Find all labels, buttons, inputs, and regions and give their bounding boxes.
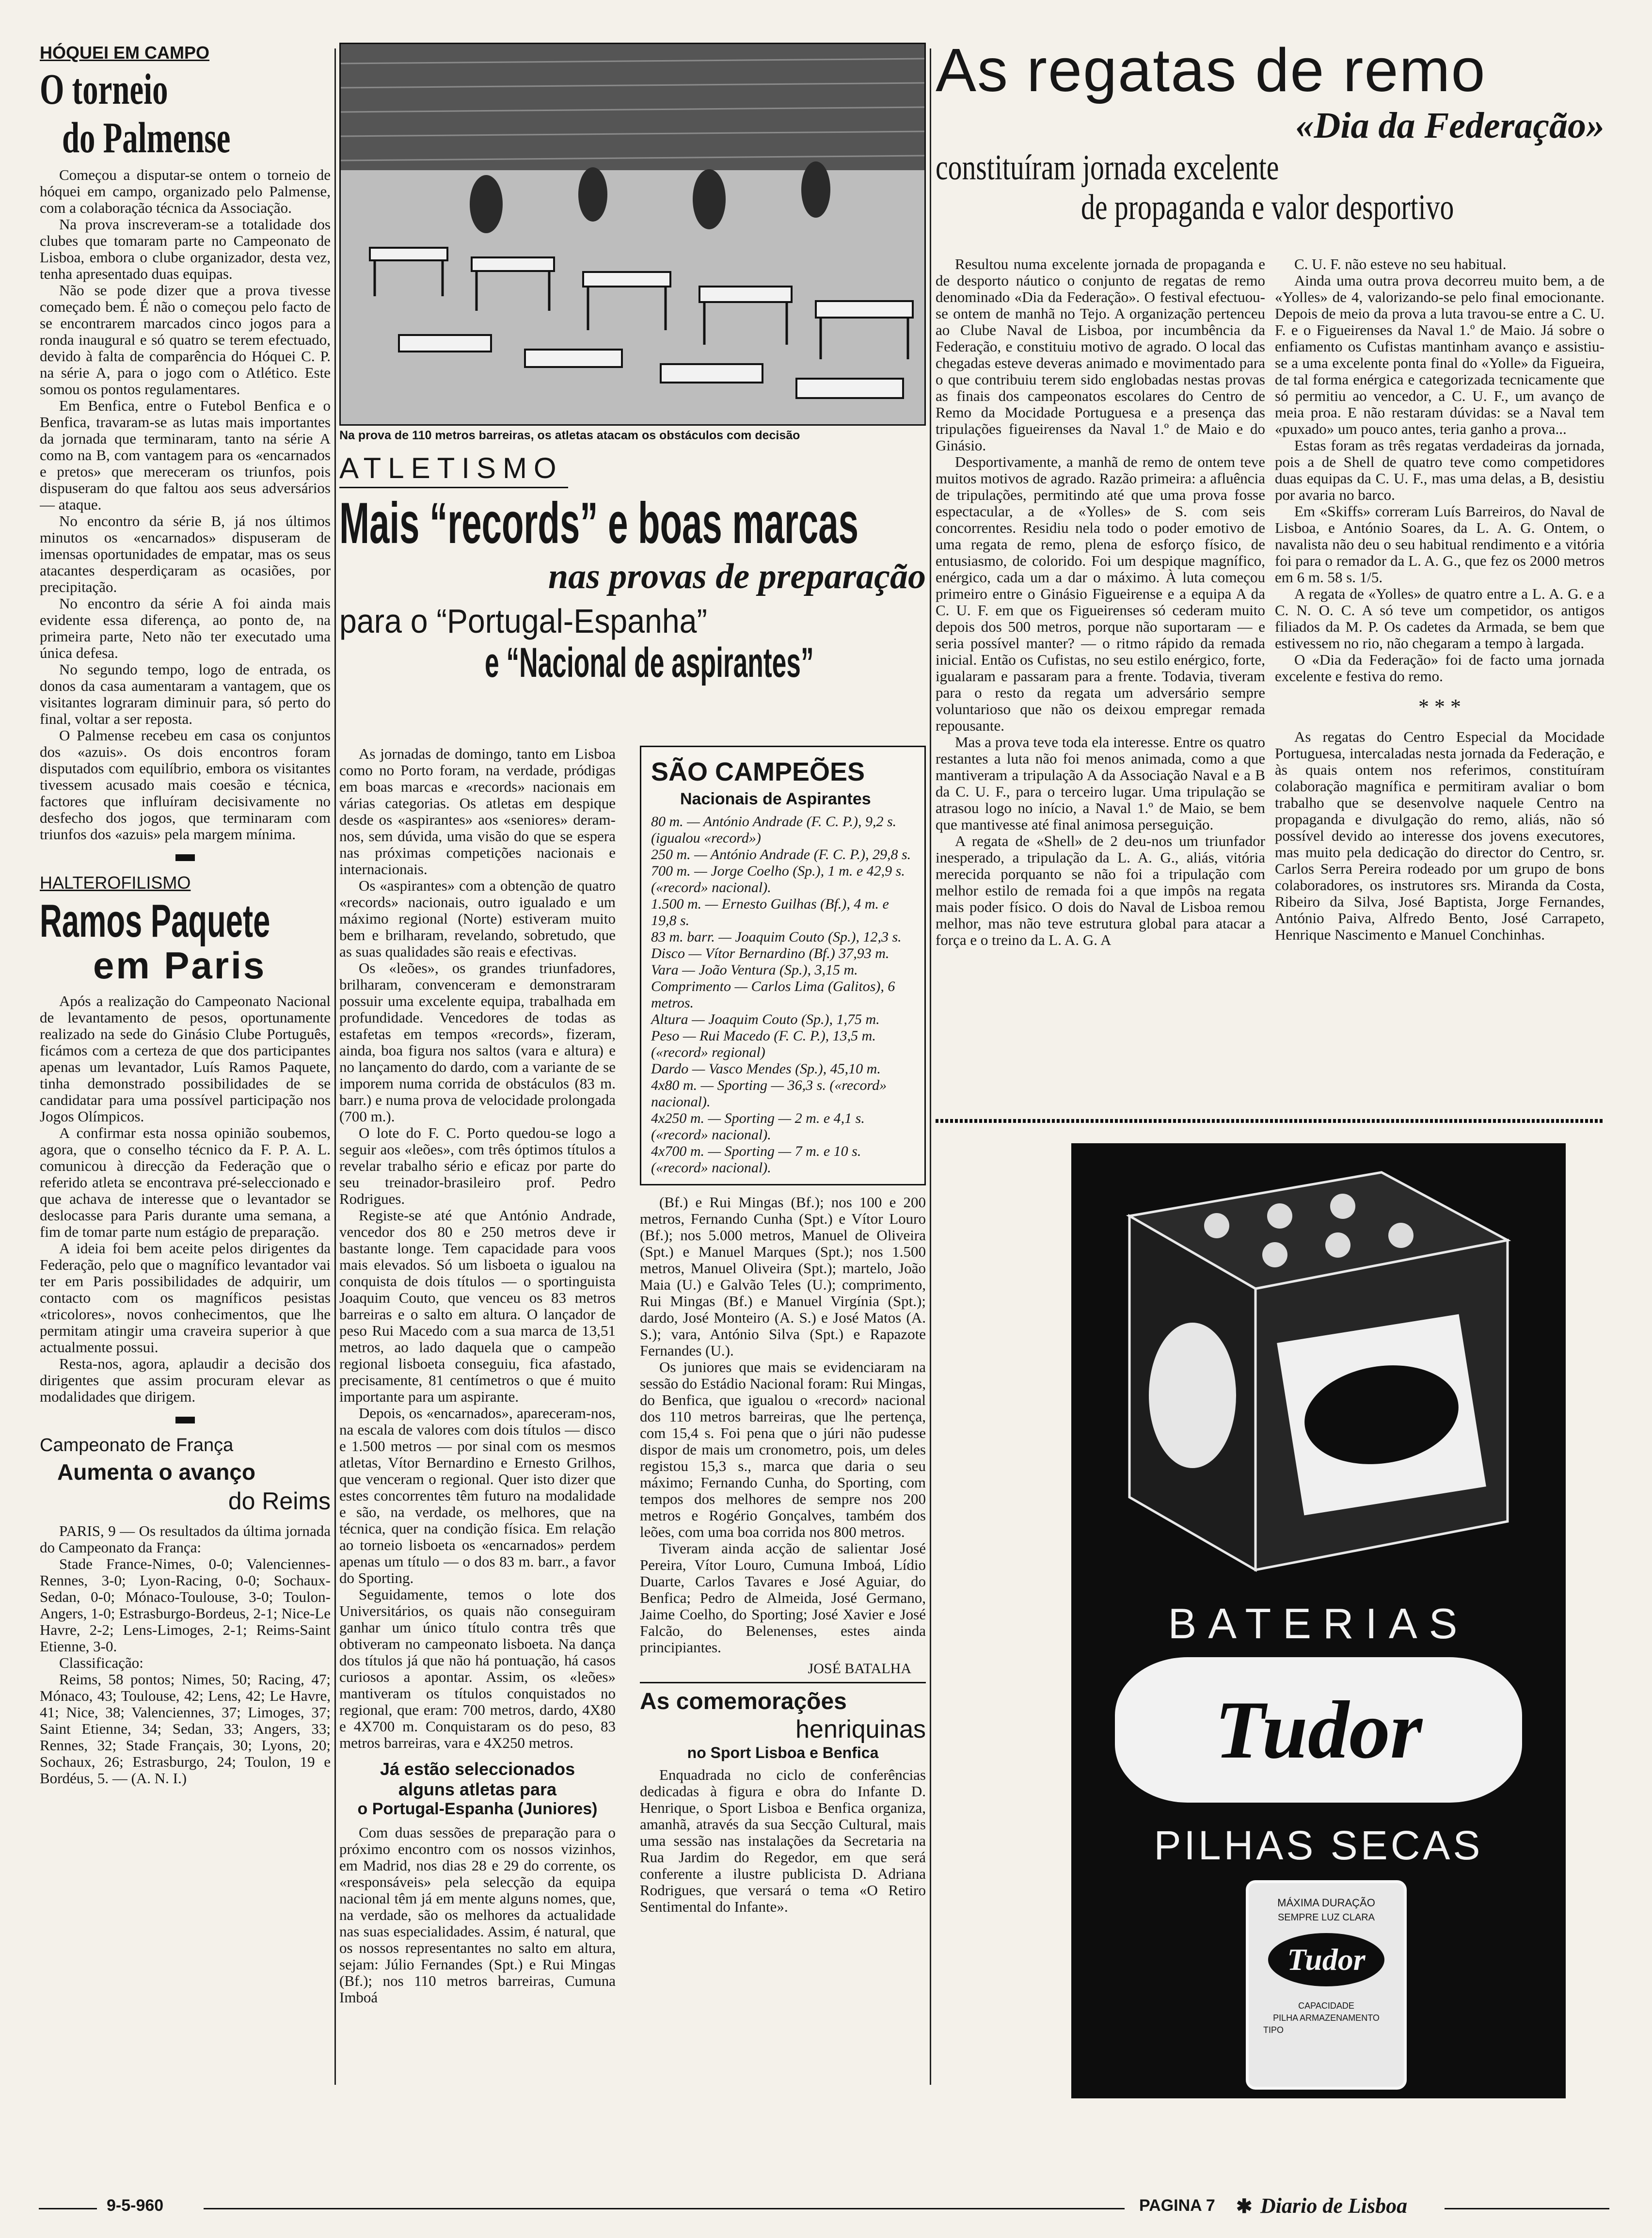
comemoracoes-paragraph: Enquadrada no ciclo de conferências dedicadas à figura e obra do Infante D. Henrique, o Sport Lisboa e Benfica organiza, amanhã, através da sua Secção Cultural, mais uma sessão nas instalações da Secretaria na Rua Jardim do Regedor, em que será conferente a ilustre publicista D. Adriana Rodrigues, que versará o tema «O Retiro Sentimental do Infante».: [640, 1766, 926, 1915]
car-battery-illustration: [1129, 1172, 1508, 1570]
athletics-paragraph: As jornadas de domingo, tanto em Lisboa como no Porto foram, na verdade, pródigas em boas marcas e «records» nacionais em várias categorias. Os atletas em despique desde os «aspirantes» aos «seniores» deram-nos, sem dúvida, uma visão do que se espera nas próximas competições nacionais e internacionais.: [339, 745, 616, 878]
can-label-line-1: MÁXIMA DURAÇÃO: [1277, 1897, 1375, 1909]
athletics-paragraph: Os juniores que mais se evidenciaram na sessão do Estádio Nacional foram: Rui Mingas, do Benfica, que igualou o «record» nacional dos 110 metros barreiras, que lhe pertença, com 15,4 s. Foi pena que o júri não pudesse dispor de mais um cronometro, pois, um deles registou 15,3 s., marca que daria o seu máximo; Fernando Cunha, do Sporting, com tempos dos melhores de sempre nos 200 metros e Rogério Gonçalves, também dos leões, com uma boa corrida nos 800 metros.: [640, 1359, 926, 1540]
weightlifting-article: [40, 993, 331, 1405]
france-kicker: Campeonato de França: [40, 1435, 234, 1455]
rowing-paragraph: Desportivamente, a manhã de remo de ontem teve muitos motivos de agrado. Razão primeira: a afluência de tripulações, permitindo até que uma prova fosse espectacular, a de «Yolles» de S. com seis concorrentes. Residiu nela todo o poder emotivo de uma regata de remo, plena de esforço físico, de entusiasmo, de colorido. Foi um despique magnífico, enérgico, cada um a dar o máximo. À luta começou primeiro entre o Ginásio Figueirense e a equipa A da C. U. F. em que os Figueirenses só cederam muito depois dos 500 metros, porque não suportaram — e seria possível manter? — o ritmo rápido da remada inicial. Então os Cufistas, no seu estilo enérgico, forte, igualaram e passaram para a frente. Todavia, tiveram para o resto da regata um adversário sempre voluntarioso que não os deixou empregar remada repousante.: [936, 453, 1265, 734]
column-hockey-weightlifting: [40, 43, 331, 2127]
comemoracoes-title-line-1: As comemorações: [640, 1689, 847, 1714]
rowing-right-subcolumn: [1275, 256, 1604, 1104]
france-article: [40, 1523, 331, 1787]
footer-rule-left: [39, 2208, 97, 2209]
weightlifting-paragraph: Após a realização do Campeonato Nacional de levantamento de pesos, oportunamente realizado na sede do Ginásio Clube Português, ficámos com a certeza de que dos participantes apenas um levantador, Luís Ramos Paquete, tinha demonstrado possibilidades de se candidatar para uma possível participação nos Jogos Olímpicos.: [40, 992, 331, 1125]
can-bottom-line-3: TIPO: [1263, 2025, 1284, 2035]
hockey-paragraph: Em Benfica, entre o Futebol Benfica e o Benfica, travaram-se as lutas mais importantes da jornada que terminaram, tanto na série A como na B, com vantagem para os «encarnados e pretos» que mereceram os triunfos, pois dispuseram do que faltou aos seus adversários — ataque.: [40, 397, 331, 513]
ad-brand-badge: [1115, 1657, 1522, 1803]
footer-rule-right: [1445, 2208, 1609, 2209]
athletics-paragraph: Tiveram ainda acção de salientar José Pereira, Vítor Louro, Cumuna Imboá, Lídio Duarte, Carlos Tavares e José Aguiar, do Benfica; Pedro de Almeida, José Germano, Jaime Coelho, do Sporting; José Xavier e José Falcão, do Belenenses, estes ainda principiantes.: [640, 1540, 926, 1656]
rowing-paragraph: As regatas do Centro Especial da Mocidade Portuguesa, intercaladas nesta jornada da Federação, e às quais ontem nos referimos, constituíram colaboração magnífica e permitiram avaliar o bom trabalho que se desenvolve naquele Centro na propaganda e divulgação do remo, aliás, não só possível devido ao interesse dos jovens executores, mas muito pela dedicação do director do Centro, sr. Carlos Serra Pereira rodeado por um grupo de bons colaboradores, os instrutores srs. Miranda da Costa, Ribeiro da Silva, José Baptista, Jorge Fernandes, António Paiva, Alfredo Bento, José Carrapeto, Henrique Nascimento e Manuel Conchinhas.: [1275, 728, 1604, 943]
rowing-headline-1: As regatas de remo: [936, 43, 1486, 104]
hockey-title-line-2: do Palmense: [62, 114, 231, 162]
footer-date: 9-5-960: [107, 2196, 164, 2215]
champions-subtitle: Nacionais de Aspirantes: [680, 790, 871, 808]
hockey-paragraph: O Palmense recebeu em casa os conjuntos dos «azuis». Os dois encontros foram disputados com equilíbrio, embora os visitantes tivessem acusado mais coesão e técnica, factores que influíram decisivamente no desfecho dos jogos, que terminaram com triunfos dos «azuis» pela margem mínima.: [40, 727, 331, 843]
rowing-paragraph: Mas a prova teve toda ela interesse. Entre os quatro restantes a luta não foi menos animada, como a que mantiveram a tripulação A da Associação Naval e a B da C. U. F., para o terceiro lugar. Uma tripulação se atrasou logo no início, a Naval 1.º de Maio, se bem que mantivesse até final animosa perseguição.: [936, 734, 1265, 833]
rowing-paragraph: Em «Skiffs» correram Luís Barreiros, do Naval de Lisboa, e António Soares, da L. A. G. Ontem, o navalista não deu o seu habitual rendimento e a vitória foi para o remador da L. A. G., que fez os 2000 metros em 6 m. 58 s. 1/5.: [1275, 503, 1604, 586]
section-stars: * * *: [1418, 695, 1461, 719]
footer-newspaper-name: Diario de Lisboa: [1260, 2194, 1408, 2218]
champion-item: 4x250 m. — Sporting — 2 m. e 4,1 s. («record» nacional).: [651, 1110, 865, 1143]
athletics-paragraph: (Bf.) e Rui Mingas (Bf.); nos 100 e 200 metros, Fernando Cunha (Spt.) e Vítor Louro (Bf.); nos 5.000 metros, Manuel de Oliveira (Spt.) e Manuel Marques (Spt.); nos 1.500 metros, Manuel Oliveira (Spt.); martelo, João Maia (U.) e Galvão Teles (U.); comprimento, Rui Mingas (Bf.) e Manuel Virgínia (Spt.); dardo, José Monteiro (A. S.) e José Matos (A. S.); vara, António Silva (Spt.) e Rapazote Fernandes (U.).: [640, 1194, 926, 1359]
champion-item: 4x700 m. — Sporting — 7 m. e 10 s. («record» nacional).: [651, 1143, 861, 1176]
athletics-headline-1: Mais “records” e boas marcas: [339, 491, 859, 556]
tudor-advertisement: [1071, 1143, 1566, 2098]
photo-caption: Na prova de 110 metros barreiras, os atletas atacam os obstáculos com decisão: [339, 429, 800, 442]
footer-rule-mid: [204, 2208, 1125, 2209]
column-rule-1: [334, 48, 336, 2085]
hockey-paragraph: No segundo tempo, logo de entrada, os donos da casa aumentaram a vantagem, que os visitantes lograram diminuir para, só perto do final, voltar a ser reposta.: [40, 661, 331, 727]
champion-item: Dardo — Vasco Mendes (Sp.), 45,10 m.: [651, 1061, 881, 1077]
page-footer: [39, 2196, 1614, 2221]
france-title-line-1: Aumenta o avanço: [57, 1459, 255, 1485]
juniors-title-line-1: Já estão seleccionados: [380, 1759, 575, 1779]
champions-box: [640, 746, 926, 1185]
athletics-paragraph: O lote do F. C. Porto quedou-se logo a seguir aos «leões», com três óptimos títulos a revelar trabalho sério e eficaz por parte do seu treinador-brasileiro prof. Pedro Rodrigues.: [339, 1124, 616, 1207]
footer-page-number: PAGINA 7: [1139, 2196, 1215, 2215]
athletics-headline-4: e “Nacional de aspirantes”: [485, 639, 814, 686]
athletics-paragraph: Seguidamente, temos o lote dos Universitários, os quais não conseguiram ganhar um único título contra três que obtiveram no campeonato lisboeta. Na dança dos títulos já que não há pontuação, há casos curiosos a apontar. Assim, os «leões» mantiveram os títulos conquistados no regional, que eram: 700 metros, dardo, 4X80 e 4X700 m. Conquistaram os do peso, 83 metros barreiras, vara e 4X250 metros.: [339, 1586, 616, 1751]
champion-item: 1.500 m. — Ernesto Guilhas (Bf.), 4 m. e 19,8 s.: [651, 896, 889, 928]
juniors-paragraph: Com duas sessões de preparação para o próximo encontro com os nossos vizinhos, em Madrid, nos dias 28 e 29 do corrente, os «responsáveis» pela selecção da equipa nacional têm já em mente alguns nomes, que, na verdade, são os melhores da actualidade nas suas especialidades. Assim, é natural, que os nossos representantes no salto em altura, sejam: Júlio Fernandes (Spt.) e Rui Mingas (Bf.); nos 110 metros barreiras, Cumuna Imboá: [339, 1824, 616, 2006]
column-rowing: [936, 43, 1604, 2127]
weightlifting-paragraph: A confirmar esta nossa opinião soubemos, agora, que o conselho técnico da F. P. A. L. comunicou à direcção da Federação que o referido atleta se encontrava pré-seleccionado e que achava de interesse que o levantador se deslocasse para Paris durante uma semana, a fim de tomar parte num estágio de preparação.: [40, 1124, 331, 1240]
rowing-paragraph: A regata de «Shell» de 2 deu-nos um triunfador inesperado, a tripulação da L. A. G., aliás, vitória merecida porquanto se não foi a tripulação com melhor estilo de remada foi a que impôs na regata mais poder físico. O dois do Naval de Lisboa remou melhor, mas não teve estrutura global para atacar a força e o treino da L. A. G. A: [936, 832, 1265, 948]
france-paragraph: Classificação:: [59, 1654, 143, 1671]
champion-item: Comprimento — Carlos Lima (Galitos), 6 metros.: [651, 978, 895, 1011]
column-athletics: [339, 43, 926, 2127]
ad-brand-logo: Tudor: [1214, 1684, 1423, 1775]
france-paragraph: Reims, 58 pontos; Nimes, 50; Racing, 47; Mónaco, 43; Toulouse, 42; Lens, 42; Le Havre, 41; Nice, 38; Valenciennes, 37; Limoges, 37; Saint Etienne, 34; Sedan, 33; Angers, 33; Rennes, 32; Stade Français, 30; Lyons, 20; Sochaux, 26; Estrasburgo, 24; Toulon, 19 e Bordéus, 5. — (A. N. I.): [40, 1671, 331, 1787]
can-bottom-line-1: CAPACIDADE: [1298, 2001, 1354, 2011]
rowing-paragraph: Estas foram as três regatas verdadeiras da jornada, pois a de Shell de quatro teve como competidores duas equipas da C. U. F., mas uma delas, a B, desistiu por avaria no barco.: [1275, 437, 1604, 503]
champion-item: Disco — Vítor Bernardino (Bf.) 37,93 m.: [651, 945, 890, 961]
rowing-paragraph: A regata de «Yolles» de quatro entre a L. A. G. e a C. N. O. C. A só teve um competidor, os antigos filiados da M. P. Os cadetes da Armada, se bem que estivessem no rio, não chegaram a tempo à largada.: [1275, 585, 1604, 652]
can-label-line-2: SEMPRE LUZ CLARA: [1277, 1912, 1375, 1923]
athletics-paragraph: Os «leões», os grandes triunfadores, brilharam, convenceram e demonstraram possuir uma excelente equipa, trabalhada em profundidade. Vencedores de todas as estafetas em tempos «records», fizeram, ainda, boa figura nos saltos (vara e altura) e no lançamento do dardo, com a variante de se imporem numa corrida de obstáculos (83 m. barr.) e numa prova de velocidade prolongada (700 m.).: [339, 959, 616, 1125]
athletics-kicker: ATLETISMO: [339, 451, 568, 488]
hurdles-photo-illustration: [341, 44, 924, 424]
flashlight-battery-illustration: [1246, 1880, 1407, 2090]
athletics-headline-3: para o “Portugal-Espanha”: [339, 602, 707, 640]
champion-item: 250 m. — António Andrade (F. C. P.), 29,8 s.: [651, 847, 911, 863]
rowing-paragraph: Resultou numa excelente jornada de propaganda e de desporto náutico o conjunto de regatas de remo denominado «Dia da Federação». O festival efectuou-se ontem de manhã no Tejo. A organização pertenceu ao Clube Naval de Lisboa, por incumbência da Federação, e constituiu motivo de agrado. O local das chegadas esteve deveras animado e movimentado para o que contribuiu terem sido englobadas nestas provas as finais dos campeonatos escolares do Centro de Remo da Mocidade Portuguesa e a presença das tripulações figueirenses da Naval 1.º de Maio e do Ginásio.: [936, 256, 1265, 454]
champion-item: 4x80 m. — Sporting — 36,3 s. («record» nacional).: [651, 1077, 887, 1110]
athletics-paragraph: Os «aspirantes» com a obtenção de quatro «records» nacionais, outro igualado e um máximo regional (Norte) estiveram muito bem e brilharam, revelando, sobretudo, que as suas qualidades são reais e efectivas.: [339, 877, 616, 960]
hockey-article: [40, 167, 331, 843]
france-paragraph: PARIS, 9 — Os resultados da última jornada do Campeonato da França:: [40, 1522, 331, 1556]
france-title-line-2: do Reims: [228, 1487, 331, 1515]
ad-word-baterias: BATERIAS: [1168, 1599, 1469, 1647]
juniors-title-line-3: o Portugal-Espanha (Juniores): [357, 1800, 598, 1818]
weightlifting-kicker: HALTEROFILISMO: [40, 873, 191, 893]
rowing-headline-4: de propaganda e valor desportivo: [1081, 188, 1454, 227]
hockey-paragraph: No encontro da série B, já nos últimos minutos os «encarnados» dispuseram de imensas oportunidades de empatar, mas os seus atacantes desperdiçaram as ocasiões, por precipitação.: [40, 512, 331, 595]
footer-star-icon: ✱: [1236, 2196, 1253, 2217]
rowing-paragraph: O «Dia da Federação» foi de facto uma jornada excelente e festiva do remo.: [1275, 651, 1604, 685]
column-rule-2: [930, 48, 931, 2085]
athletics-right-subcolumn: [640, 746, 926, 1915]
hockey-paragraph: Não se pode dizer que a prova tivesse começado bem. É não o começou pelo facto de se encontrarem marcados cinco jogos para a ronda inaugural e só quatro se terem efectuado, devido à falta de comparência do Hóquei C. P. na série A, para o jogo com o Atlético. Este somou os pontos regulamentares.: [40, 282, 331, 398]
article-signature: JOSÉ BATALHA: [808, 1661, 911, 1677]
champion-item: Altura — Joaquim Couto (Sp.), 1,75 m.: [651, 1011, 880, 1027]
athletics-paragraph: Depois, os «encarnados», apareceram-nos, na escala de valores com dois títulos — disco e 1.500 metros — por sinal com os mesmos atletas, Vítor Bernardino e Ernesto Grilhos, que venceram o regional. Quer isto dizer que estes concorrentes têm futuro na modalidade e são, na verdade, os melhores, que na técnica, quer na condição física. Em relação ao torneio lisboeta os «encarnados» perdem apenas um título — o dos 83 m. barr., a favor do Sporting.: [339, 1405, 616, 1586]
champion-item: 83 m. barr. — Joaquim Couto (Sp.), 12,3 s.: [651, 929, 902, 945]
rowing-headline-2: «Dia da Federação»: [1295, 105, 1604, 146]
athletics-headline-2: nas provas de preparação: [548, 557, 926, 596]
hockey-paragraph: No encontro da série A foi ainda mais evidente essa diferença, ao ponto de, na primeira parte, Neto não ter executado uma única defesa.: [40, 595, 331, 661]
juniors-title-line-2: alguns atletas para: [398, 1779, 557, 1799]
champion-item: 80 m. — António Andrade (F. C. P.), 9,2 s. (igualou «record»): [651, 814, 897, 846]
champion-item: 700 m. — Jorge Coelho (Sp.), 1 m. e 42,9 s. («record» nacional).: [651, 863, 905, 895]
athletics-left-subcolumn: [339, 746, 616, 2006]
rowing-ad-rule: [936, 1119, 1604, 1123]
section-separator: [175, 1417, 195, 1423]
weightlifting-paragraph: A ideia foi bem aceite pelos dirigentes da Federação, pelo que o magnífico levantador vai ter em Paris possibilidades de adquirir, um contacto com os magníficos pesistas «tricolores», novos conhecimentos, que lhe permitam atingir uma craveira superior à que actualmente possui.: [40, 1240, 331, 1356]
hockey-title-line-1: O torneio: [40, 65, 168, 113]
comemoracoes-title-line-2: henriquinas: [795, 1715, 926, 1743]
hockey-kicker: HÓQUEI EM CAMPO: [40, 43, 210, 63]
weightlifting-title-line-1: Ramos Paquete: [40, 895, 270, 947]
comemoracoes-title-line-3: no Sport Lisboa e Benfica: [687, 1744, 879, 1761]
rowing-paragraph: Ainda uma outra prova decorreu muito bem, a de «Yolles» de 4, valorizando-se pelo final emocionante. Depois de meio da prova a luta travou-se entre a C. U. F. e o Figueirenses da Naval 1.º de Maio. Já sobre o enfiamento os Cufistas mantinham avanço e assistiu-se a uma excelente ponta final do «Yolle» da Figueira, de tal forma enérgica e categorizada tecnicamente que só permitiu ao vencedor, a C. U. F., um avanço de meia proa. E não restaram dúvidas: se a Naval tem «puxado» um pouco antes, teria ganho a prova...: [1275, 272, 1604, 437]
rowing-paragraph: C. U. F. não esteve no seu habitual.: [1294, 256, 1507, 272]
weightlifting-paragraph: Resta-nos, agora, aplaudir a decisão dos dirigentes que assim procuram elevar as modalidades que dirigem.: [40, 1355, 331, 1405]
hockey-paragraph: Começou a disputar-se ontem o torneio de hóquei em campo, organizado pelo Palmense, com a colaboração técnica da Associação.: [40, 166, 331, 216]
champion-item: Peso — Rui Macedo (F. C. P.), 13,5 m. («record» regional): [651, 1028, 876, 1060]
hurdles-photo: [339, 43, 926, 426]
rowing-left-subcolumn: [936, 256, 1265, 1104]
hockey-paragraph: Na prova inscreveram-se a totalidade dos clubes que tomaram parte no Campeonato de Lisboa, embora o clube organizador, desta vez, tenha apresentado duas equipas.: [40, 216, 331, 282]
france-paragraph: Stade France-Nimes, 0-0; Valenciennes-Rennes, 3-0; Lyon-Racing, 0-0; Sochaux-Sedan, 0-0; Mónaco-Toulouse, 3-0; Toulon-Angers, 1-0; Estrasburgo-Bordeus, 2-1; Nice-Le Havre, 2-2; Lens-Limoges, 2-1; Reims-Saint Etienne, 3-0.: [40, 1555, 331, 1655]
athletics-paragraph: Registe-se até que António Andrade, vencedor dos 80 e 250 metros deve ir bastante longe. Tem capacidade para voos mais elevados. Só um lisboeta o igualou na conquista de dois títulos — o sportinguista Joaquim Couto, que venceu os 83 metros barreiras e o salto em altura. O lançador de peso Rui Macedo com a sua marca de 13,51 metros, ao lado daquela que o campeão regional lisboeta conseguiu, fica afastado, precisamente, 81 centímetros o que é muito importante para um aspirante.: [339, 1207, 616, 1405]
section-separator: [175, 854, 195, 861]
can-brand-logo: Tudor: [1287, 1942, 1366, 1977]
rowing-headline-3: constituíram jornada excelente: [936, 148, 1279, 188]
champion-item: Vara — João Ventura (Sp.), 3,15 m.: [651, 962, 858, 978]
champions-title: SÃO CAMPEÕES: [651, 757, 865, 786]
can-brand-oval: [1268, 1933, 1384, 1986]
can-bottom-line-2: PILHA ARMAZENAMENTO: [1273, 2013, 1380, 2023]
weightlifting-title-line-2: em Paris: [93, 944, 267, 987]
ad-word-pilhas: PILHAS SECAS: [1154, 1822, 1483, 1868]
